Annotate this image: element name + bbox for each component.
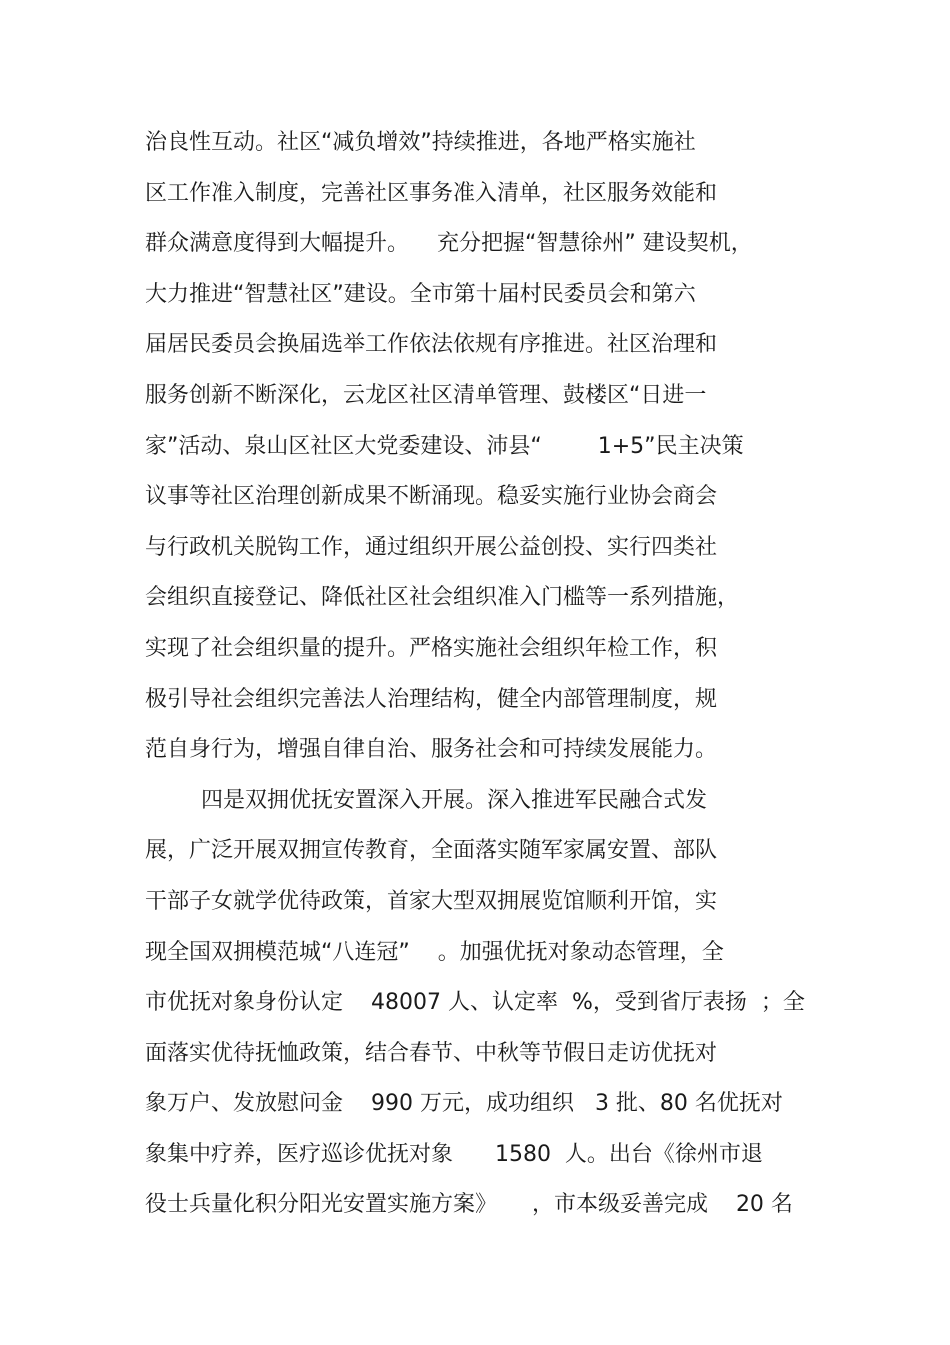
text-line-17: 现全国双拥模范城“八连冠” 。加强优抚对象动态管理，全 [145, 939, 724, 965]
text-line-1: 治良性互动。社区“减负增效”持续推进，各地严格实施社 [145, 130, 696, 155]
text-line-12: 极引导社会组织完善法人治理结构，健全内部管理制度，规 [145, 686, 718, 712]
text-line-4: 大力推进“智慧社区”建设。全市第十届村民委员会和第六 [145, 281, 696, 307]
text-line-18: 市优抚对象身份认定 48007 人、认定率 %，受到省厅表扬 ；全 [145, 990, 805, 1016]
text-line-7: 家”活动、泉山区社区大党委建设、沛县“ 1+5”民主决策 [145, 433, 744, 459]
text-line-22: 役士兵量化积分阳光安置实施方案》 ，市本级妥善完成 20 名 [145, 1192, 793, 1218]
text-line-16: 干部子女就学优待政策，首家大型双拥展览馆顺利开馆，实 [145, 888, 718, 914]
text-line-9: 与行政机关脱钩工作，通过组织开展公益创投、实行四类社 [145, 534, 718, 560]
text-line-8: 议事等社区治理创新成果不断涌现。稳妥实施行业协会商会 [145, 484, 718, 510]
text-line-15: 展，广泛开展双拥宣传教育，全面落实随军家属安置、部队 [145, 838, 718, 864]
text-line-5: 届居民委员会换届选举工作依法依规有序推进。社区治理和 [145, 332, 718, 358]
body-text [145, 118, 835, 1231]
text-line-10: 会组织直接登记、降低社区社会组织准入门槛等一系列措施， [145, 585, 740, 611]
text-line-3: 群众满意度得到大幅提升。 充分把握“智慧徐州” 建设契机， [145, 231, 753, 257]
text-line-6: 服务创新不断深化，云龙区社区清单管理、鼓楼区“日进一 [145, 382, 707, 408]
text-line-21: 象集中疗养，医疗巡诊优抚对象 1580 人。出台《徐州市退 [145, 1141, 763, 1167]
text-line-2: 区工作准入制度，完善社区事务准入清单，社区服务效能和 [145, 180, 718, 206]
text-line-19: 面落实优待抚恤政策，结合春节、中秋等节假日走访优抚对 [145, 1040, 718, 1066]
text-line-13: 范自身行为，增强自律自治、服务社会和可持续发展能力。 [145, 737, 718, 763]
text-line-14: 四是双拥优抚安置深入开展。深入推进军民融合式发 [145, 787, 707, 813]
text-line-20: 象万户、发放慰问金 990 万元，成功组织 3 批、80 名优抚对 [145, 1091, 783, 1117]
text-line-11: 实现了社会组织量的提升。严格实施社会组织年检工作，积 [145, 635, 718, 661]
